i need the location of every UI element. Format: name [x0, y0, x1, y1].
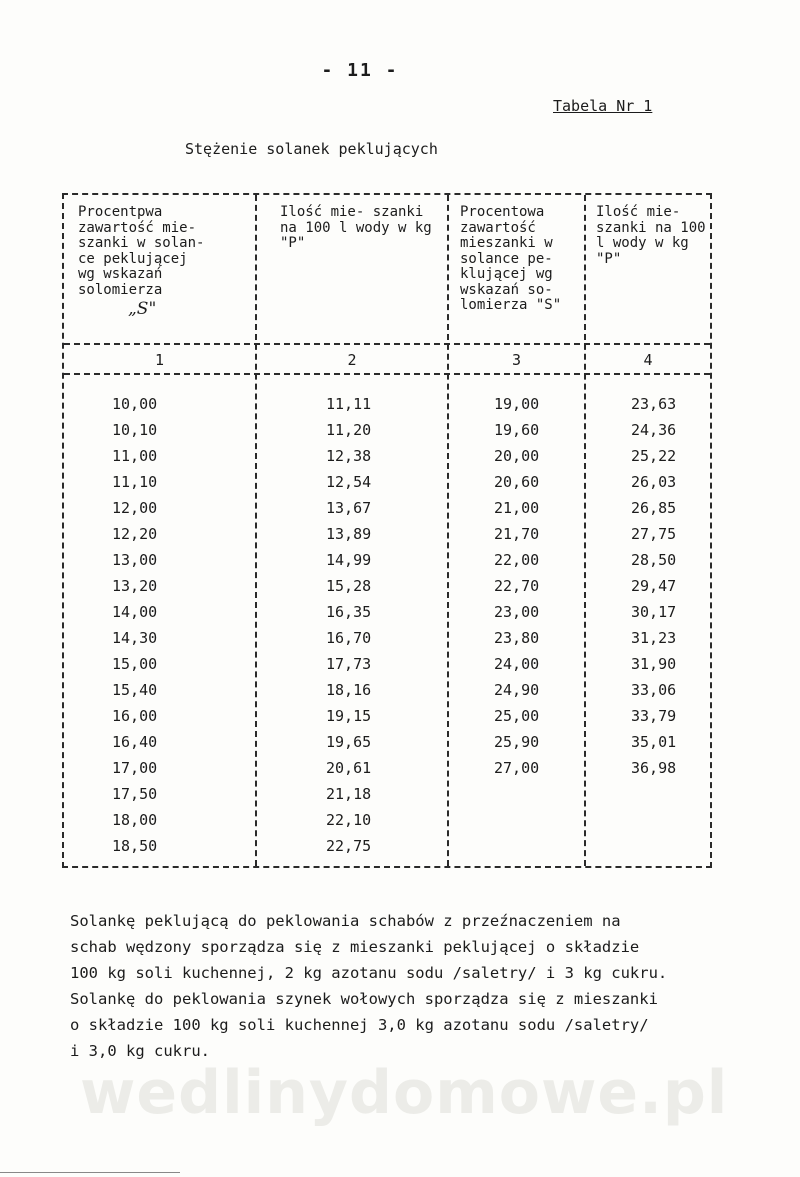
- paragraph-line: Solankę peklującą do peklowania schabów z przeźnaczeniem na: [70, 912, 621, 930]
- table-cell: 30,17: [631, 603, 677, 621]
- table-cell: 23,63: [631, 395, 677, 413]
- table-cell: 14,00: [112, 603, 158, 621]
- table-cell: 12,54: [326, 473, 372, 491]
- column-number-3: 3: [511, 351, 522, 369]
- table-cell: 19,00: [494, 395, 540, 413]
- table-cell: 31,23: [631, 629, 677, 647]
- table-cell: 18,16: [326, 681, 372, 699]
- table-title: Stężenie solanek peklujących: [185, 140, 438, 158]
- col-4-values: [631, 391, 676, 781]
- table-cell: 15,00: [112, 655, 158, 673]
- table-cell: 27,75: [631, 525, 677, 543]
- watermark: wedlinydomowe.pl: [80, 1058, 729, 1128]
- table-cell: 14,99: [326, 551, 372, 569]
- table-cell: 24,90: [494, 681, 540, 699]
- col-2-values: [326, 391, 371, 859]
- table-cell: 27,00: [494, 759, 540, 777]
- number-row-divider: [64, 373, 710, 375]
- table-cell: 26,85: [631, 499, 677, 517]
- header-divider: [64, 343, 710, 345]
- table-cell: 22,70: [494, 577, 540, 595]
- column-divider: [584, 195, 586, 866]
- table-cell: 16,35: [326, 603, 372, 621]
- table-cell: 21,70: [494, 525, 540, 543]
- column-number-1: 1: [154, 351, 165, 369]
- col-1-values: [112, 391, 157, 859]
- table-cell: 13,20: [112, 577, 158, 595]
- column-divider: [447, 195, 449, 866]
- table-cell: 17,50: [112, 785, 158, 803]
- table-cell: 19,60: [494, 421, 540, 439]
- header-s-mark: „S": [128, 299, 157, 319]
- table-cell: 24,36: [631, 421, 677, 439]
- table-cell: 12,00: [112, 499, 158, 517]
- table-cell: 19,15: [326, 707, 372, 725]
- table-cell: 13,89: [326, 525, 372, 543]
- table-cell: 20,61: [326, 759, 372, 777]
- table-cell: 29,47: [631, 577, 677, 595]
- table-cell: 12,38: [326, 447, 372, 465]
- column-divider: [255, 195, 257, 866]
- brine-table: [62, 193, 712, 868]
- bottom-rule: [0, 1172, 180, 1173]
- table-cell: 25,90: [494, 733, 540, 751]
- column-number-2: 2: [347, 351, 357, 369]
- table-cell: 20,60: [494, 473, 540, 491]
- table-cell: 25,00: [494, 707, 540, 725]
- table-cell: 14,30: [112, 629, 158, 647]
- table-cell: 17,00: [112, 759, 158, 777]
- table-cell: 22,00: [494, 551, 540, 569]
- table-cell: 21,18: [326, 785, 372, 803]
- column-number-4: 4: [643, 351, 653, 369]
- table-cell: 16,00: [112, 707, 158, 725]
- table-cell: 19,65: [326, 733, 372, 751]
- paragraph-line: 100 kg soli kuchennej, 2 kg azotanu sodu /saletry/ i 3 kg cukru.: [70, 964, 668, 982]
- table-cell: 16,70: [326, 629, 372, 647]
- header-col-1-text: Procentpwa zawartość mie- szanki w solan- ce peklującej wg wskazań solomierza: [78, 204, 205, 298]
- table-cell: 36,98: [631, 759, 677, 777]
- table-cell: 22,10: [326, 811, 372, 829]
- table-cell: 15,28: [326, 577, 372, 595]
- table-cell: 20,00: [494, 447, 540, 465]
- table-cell: 28,50: [631, 551, 677, 569]
- table-cell: 22,75: [326, 837, 372, 855]
- paragraph-line: o składzie 100 kg soli kuchennej 3,0 kg azotanu sodu /saletry/: [70, 1016, 649, 1034]
- table-cell: 16,40: [112, 733, 158, 751]
- table-cell: 23,00: [494, 603, 540, 621]
- table-cell: 25,22: [631, 447, 677, 465]
- table-cell: 23,80: [494, 629, 540, 647]
- table-cell: 33,06: [631, 681, 677, 699]
- table-cell: 11,10: [112, 473, 158, 491]
- table-cell: 11,11: [326, 395, 372, 413]
- table-cell: 10,00: [112, 395, 158, 413]
- table-cell: 35,01: [631, 733, 677, 751]
- table-cell: 13,67: [326, 499, 372, 517]
- paragraph-line: i 3,0 kg cukru.: [70, 1042, 210, 1060]
- header-col-4: Ilość mie- szanki na 100 l wody w kg "P": [596, 204, 706, 267]
- table-cell: 31,90: [631, 655, 677, 673]
- table-cell: 24,00: [494, 655, 540, 673]
- table-cell: 21,00: [494, 499, 540, 517]
- header-col-1: [78, 205, 250, 318]
- header-col-2: Ilość mie- szanki na 100 l wody w kg "P": [280, 204, 432, 251]
- table-cell: 18,00: [112, 811, 158, 829]
- table-cell: 11,20: [326, 421, 372, 439]
- table-cell: 15,40: [112, 681, 158, 699]
- paragraph: [70, 908, 770, 1064]
- col-3-values: [494, 391, 539, 781]
- table-cell: 13,00: [112, 551, 158, 569]
- table-cell: 11,00: [112, 447, 158, 465]
- table-cell: 26,03: [631, 473, 677, 491]
- table-cell: 33,79: [631, 707, 677, 725]
- header-col-3: Procentowa zawartość mieszanki w solance pe- klującej wg wskazań so- lomierza "S": [460, 204, 562, 313]
- table-cell: 17,73: [326, 655, 372, 673]
- paragraph-line: Solankę do peklowania szynek wołowych sporządza się z mieszanki: [70, 990, 658, 1008]
- table-cell: 18,50: [112, 837, 158, 855]
- page-number: - 11 -: [321, 60, 399, 81]
- table-cell: 10,10: [112, 421, 158, 439]
- paragraph-line: schab wędzony sporządza się z mieszanki peklującej o składzie: [70, 938, 640, 956]
- table-cell: 12,20: [112, 525, 158, 543]
- table-label: Tabela Nr 1: [553, 97, 653, 115]
